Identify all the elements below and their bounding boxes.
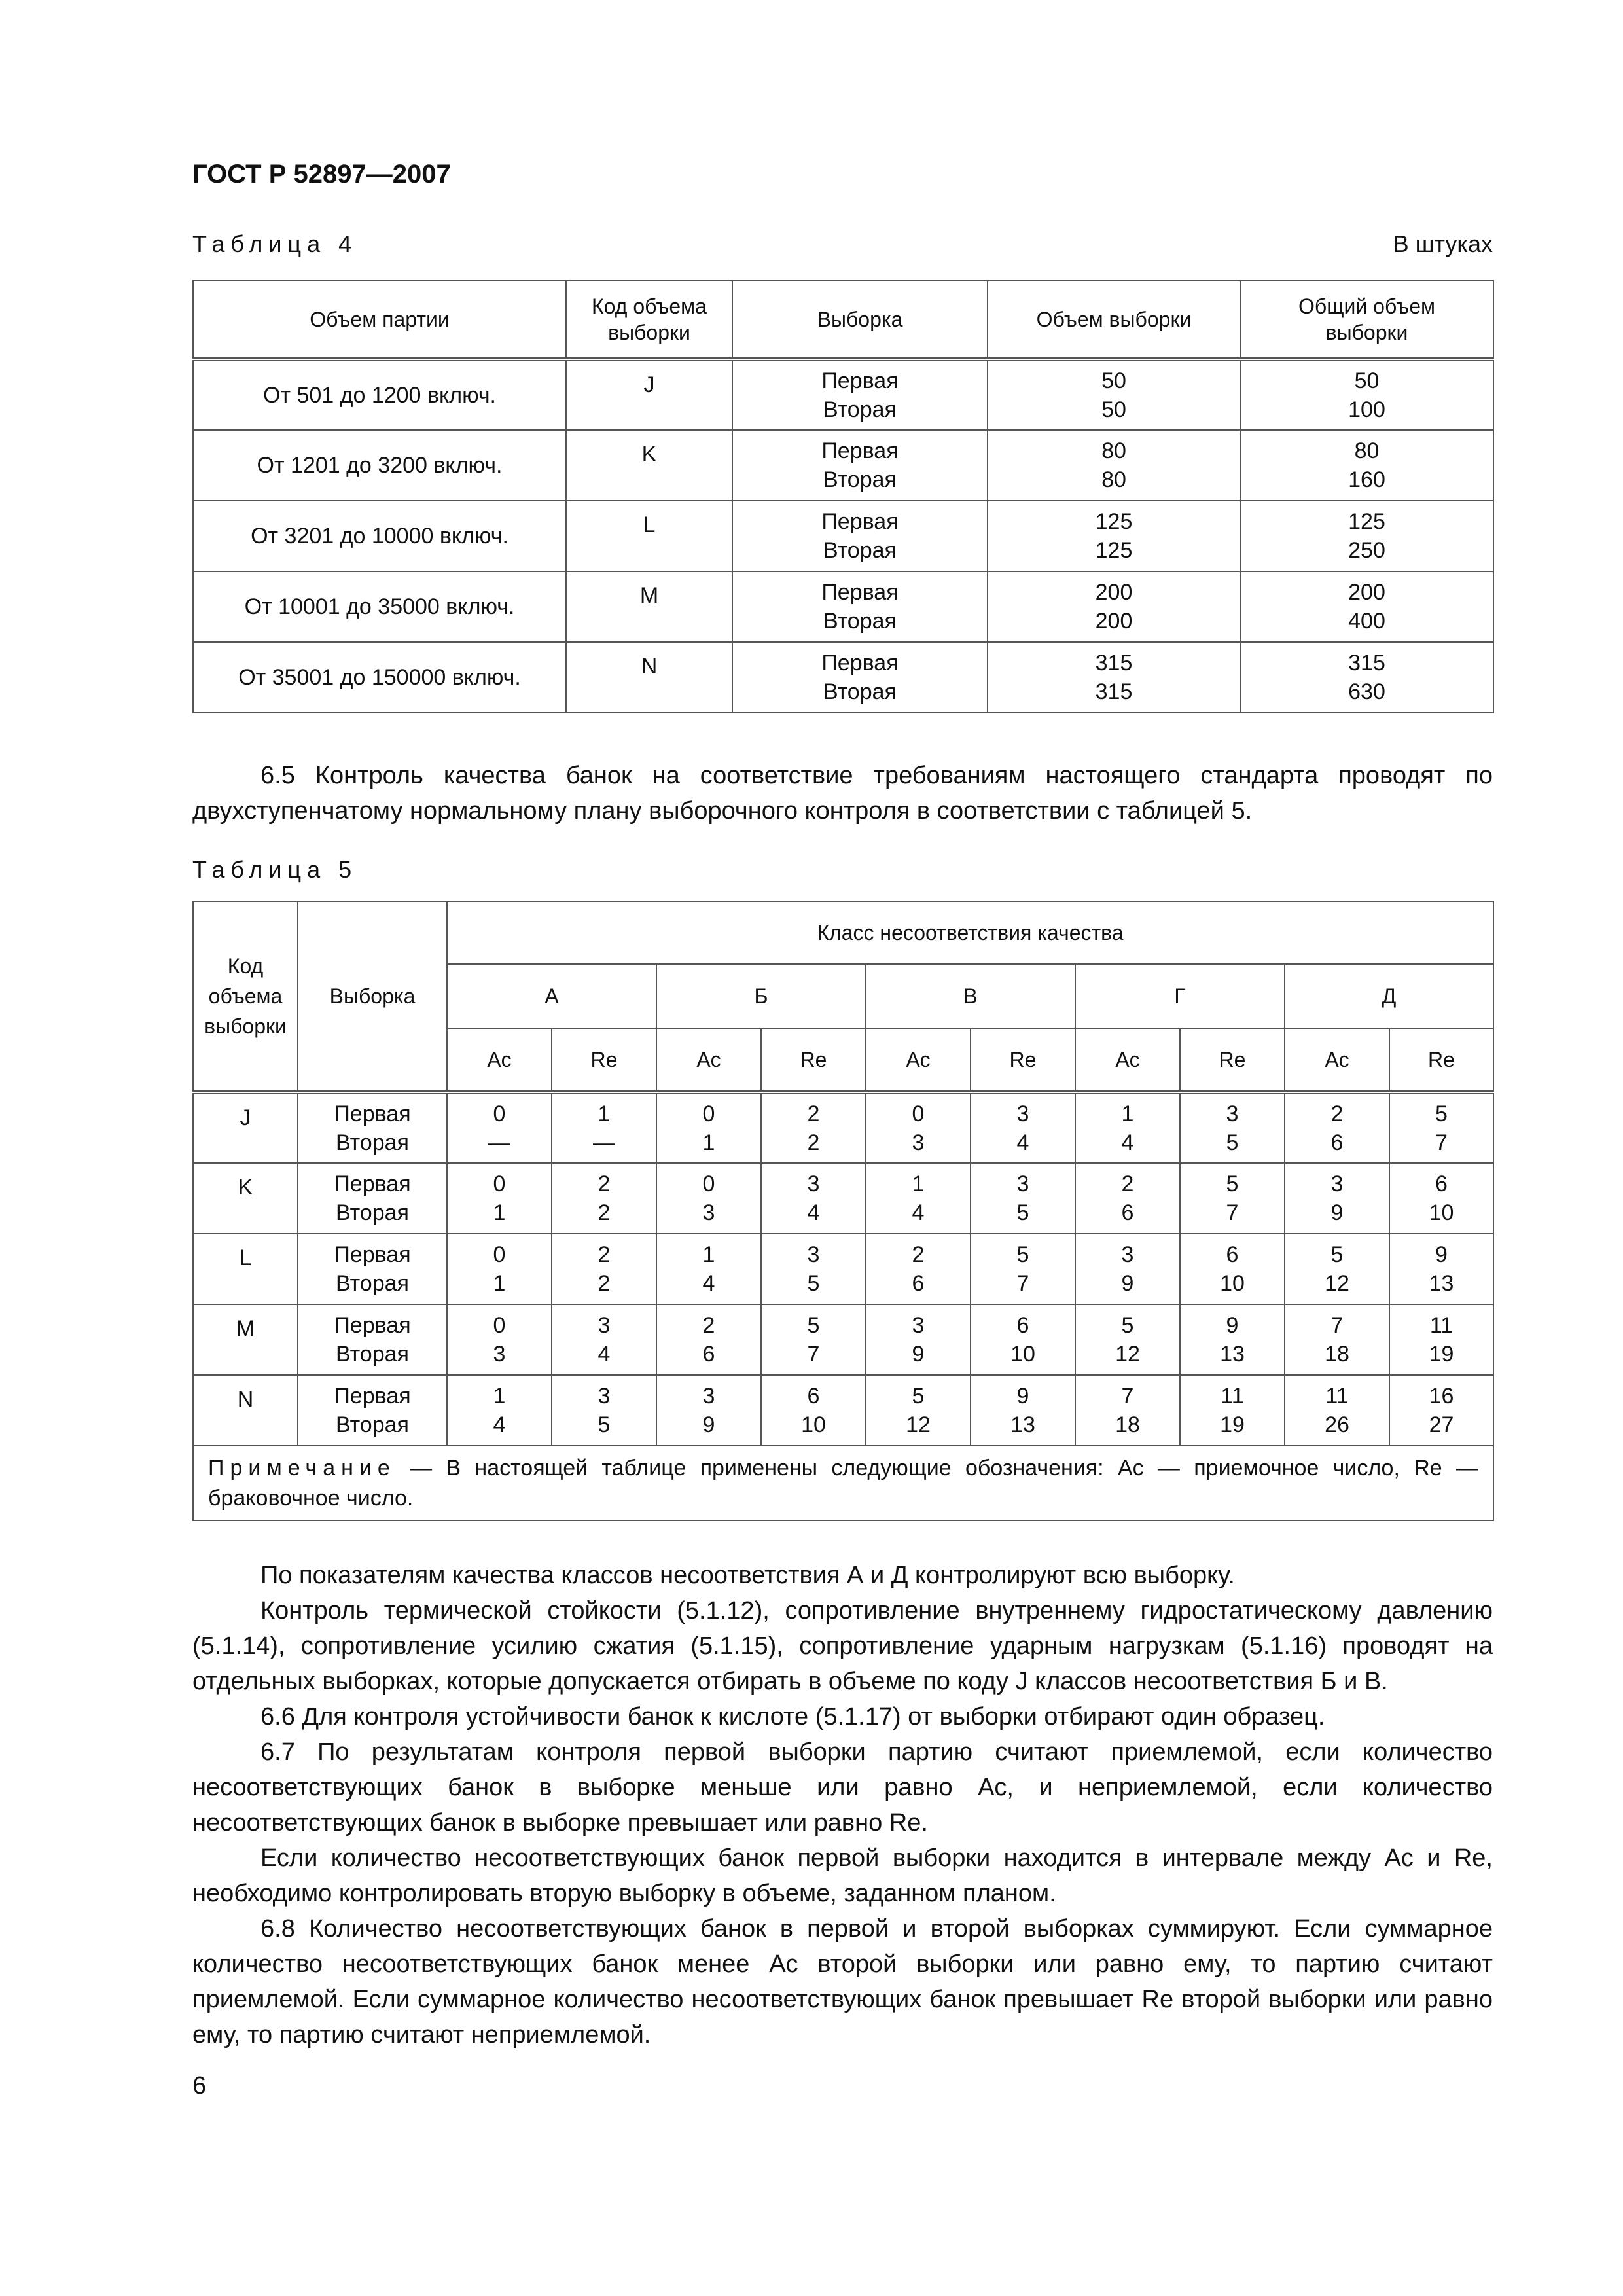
table4-size-value: 125: [1095, 538, 1133, 563]
table5-value: 26: [1325, 1412, 1349, 1437]
table5-value: 12: [1325, 1271, 1349, 1296]
table5-value-cell: [1075, 1375, 1180, 1446]
table5-value: 5: [1016, 1200, 1029, 1225]
table5-value: 6: [912, 1271, 925, 1296]
table5-value: 4: [702, 1271, 715, 1296]
table5-value: 2: [807, 1130, 820, 1155]
table5-value-cell: [1389, 1092, 1493, 1163]
table4-row: [193, 359, 1493, 430]
table5-value: 10: [1220, 1271, 1245, 1296]
table5-class: Б: [656, 964, 866, 1028]
table5-value-cell: [971, 1163, 1075, 1234]
note-text: — В настоящей таблице применены следующие обозначения: Ас — приемочное число, Re — браковочное число.: [208, 1456, 1478, 1511]
paragraph-text: 6.6 Для контроля устойчивости банок к кислоте (5.1.17) от выборки отбирают один образец.: [260, 1703, 1325, 1731]
table5-value: 6: [1226, 1242, 1239, 1267]
table4-samples-value: Вторая: [823, 679, 897, 704]
table5-re-header: Re: [552, 1028, 656, 1092]
table5-value: 12: [1115, 1342, 1140, 1367]
table5-value-cell: [866, 1092, 971, 1163]
table5-value-cell: [1285, 1304, 1389, 1375]
table5-value-cell: [656, 1234, 761, 1304]
table5-value: 13: [1429, 1271, 1454, 1296]
paragraph-text: Если количество несоответствующих банок первой выборки находится в интервале между Ас и Re, необходимо контролировать вторую выборку в объеме, заданном планом.: [192, 1844, 1493, 1907]
table5-class: Д: [1285, 964, 1493, 1028]
table5-re-header: Re: [971, 1028, 1075, 1092]
table5-value-cell: [1180, 1304, 1285, 1375]
table4-total: [1240, 501, 1493, 571]
table5-value: —: [488, 1130, 510, 1155]
table5-value-cell: [656, 1163, 761, 1234]
paragraph-text: Контроль термической стойкости (5.1.12), сопротивление внутреннему гидростатическому давлению (5.1.14), сопротивление усилию сжатия (5.1.15), сопротивление ударным нагрузкам (5.1.16) проводят на отдельных выборках, которые допускается отбирать в объеме по коду J классов несоответствия Б и В.: [192, 1597, 1493, 1695]
table4-samples: [732, 430, 988, 501]
paragraph-text: 6.8 Количество несоответствующих банок в первой и второй выборках суммируют. Если суммарное количество несоответствующих банок менее Ас второй выборки или равно ему, то партию считают приемлемой. Если суммарное количество несоответствующих банок превышает Re второй выборки или равно ему, то партию считают неприемлемой.: [192, 1915, 1493, 2049]
table4-total-value: 50: [1354, 368, 1380, 393]
table5-value-cell: [971, 1234, 1075, 1304]
table5-value: 5: [1226, 1172, 1239, 1196]
table5-value-cell: [447, 1234, 552, 1304]
table5-value: 4: [597, 1342, 611, 1367]
table4-samples: [732, 571, 988, 642]
table5-sample-label: Вторая: [336, 1271, 409, 1296]
table5-col-sample: Выборка: [298, 901, 447, 1092]
table4-total-value: 630: [1348, 679, 1385, 704]
table4-lot: От 35001 до 150000 включ.: [193, 642, 566, 713]
table4-col-header: Объем выборки: [988, 281, 1240, 359]
table5-value: 13: [1220, 1342, 1245, 1367]
table5-value: 3: [912, 1313, 925, 1338]
table5-ac-header: Ас: [447, 1028, 552, 1092]
table4-total-value: 250: [1348, 538, 1385, 563]
table5-re-header: Re: [761, 1028, 866, 1092]
table5-value: 5: [1330, 1242, 1344, 1267]
paragraph-6-5: [192, 758, 1493, 829]
table5-value-cell: [1389, 1163, 1493, 1234]
table4-lot: От 501 до 1200 включ.: [193, 359, 566, 430]
table4-code: K: [566, 430, 732, 501]
table5-value: 5: [1121, 1313, 1134, 1338]
table5-row: [193, 1163, 1493, 1234]
table4-samples-value: Первая: [821, 368, 899, 393]
table5-value: 10: [1429, 1200, 1454, 1225]
table5-col-code: Код объема выборки: [193, 901, 298, 1092]
table5-value: 1: [702, 1130, 715, 1155]
table5-value: 7: [807, 1342, 820, 1367]
table5-row: [193, 1092, 1493, 1163]
table5-value: 9: [1016, 1384, 1029, 1408]
table5-value-cell: [656, 1092, 761, 1163]
table5-value-cell: [761, 1234, 866, 1304]
table5-value: 12: [906, 1412, 931, 1437]
table5-row: [193, 1304, 1493, 1375]
table5-value-cell: [1180, 1092, 1285, 1163]
table5-value: 1: [597, 1102, 611, 1126]
table5-samples: [298, 1092, 447, 1163]
table5-value-cell: [866, 1304, 971, 1375]
table4-size-value: 80: [1101, 439, 1126, 463]
table5-value: 5: [807, 1271, 820, 1296]
table5-value: 0: [912, 1102, 925, 1126]
table5-value: 0: [702, 1172, 715, 1196]
table5-value: 1: [702, 1242, 715, 1267]
table4-size-value: 315: [1095, 679, 1133, 704]
table4-samples: [732, 501, 988, 571]
table-4: [192, 280, 1494, 713]
table5-value: 18: [1325, 1342, 1349, 1367]
table5-value: 1: [493, 1384, 506, 1408]
table5-value-cell: [866, 1234, 971, 1304]
table5-code: L: [193, 1234, 298, 1304]
table5-value: 0: [493, 1102, 506, 1126]
table5-value: 5: [1435, 1102, 1448, 1126]
table5-value-cell: [1389, 1234, 1493, 1304]
table5-value: 11: [1325, 1384, 1349, 1408]
table4-size: [988, 430, 1240, 501]
table4-samples-value: Первая: [821, 580, 899, 605]
table4-code: L: [566, 501, 732, 571]
table4-code: J: [566, 359, 732, 430]
table4-caption: Таблица 4: [192, 230, 358, 257]
table5-sample-label: Первая: [334, 1384, 411, 1408]
table5-value: 7: [1121, 1384, 1134, 1408]
table5-sample-label: Вторая: [336, 1412, 409, 1437]
table5-value: 9: [1330, 1200, 1344, 1225]
table4-lot: От 10001 до 35000 включ.: [193, 571, 566, 642]
table5-sample-label: Вторая: [336, 1200, 409, 1225]
table5-value: 5: [597, 1412, 611, 1437]
table5-value-cell: [1285, 1234, 1389, 1304]
table5-value-cell: [447, 1092, 552, 1163]
table5-value: 16: [1429, 1384, 1454, 1408]
table4-size: [988, 501, 1240, 571]
table4-samples-value: Первая: [821, 509, 899, 534]
table5-value-cell: [761, 1092, 866, 1163]
table5-value-cell: [656, 1375, 761, 1446]
table5-value-cell: [866, 1375, 971, 1446]
table5-value-cell: [552, 1163, 656, 1234]
document-header: ГОСТ Р 52897—2007: [192, 160, 451, 188]
table5-ac-header: Ас: [1075, 1028, 1180, 1092]
table5-row: [193, 1234, 1493, 1304]
table4-col-header: Код объема выборки: [566, 281, 732, 359]
table5-value: 1: [493, 1200, 506, 1225]
table4-total-value: 400: [1348, 609, 1385, 634]
table5-value-cell: [656, 1304, 761, 1375]
table5-value-cell: [1285, 1092, 1389, 1163]
table4-samples-value: Первая: [821, 651, 899, 675]
table5-value: 3: [807, 1172, 820, 1196]
table5-value-cell: [447, 1163, 552, 1234]
table5-value-cell: [866, 1163, 971, 1234]
table5-value: 3: [702, 1200, 715, 1225]
table4-total-value: 315: [1348, 651, 1385, 675]
table5-value: 10: [801, 1412, 826, 1437]
table5-value: 1: [493, 1271, 506, 1296]
table4-samples-value: Вторая: [823, 397, 897, 422]
table5-value-cell: [1075, 1092, 1180, 1163]
table4-size: [988, 359, 1240, 430]
table5-value: 6: [1121, 1200, 1134, 1225]
table4-col-header: Общий объем выборки: [1240, 281, 1493, 359]
table4-lot: От 1201 до 3200 включ.: [193, 430, 566, 501]
table4-col-header: Выборка: [732, 281, 988, 359]
table4-col-header: Объем партии: [193, 281, 566, 359]
table5-value-cell: [1389, 1304, 1493, 1375]
table5-value: 0: [493, 1313, 506, 1338]
table5-sample-label: Первая: [334, 1313, 411, 1338]
table5-value-cell: [1180, 1163, 1285, 1234]
table5-value: 5: [912, 1384, 925, 1408]
table5-value: 0: [493, 1172, 506, 1196]
table5-code: M: [193, 1304, 298, 1375]
table5-value-cell: [971, 1375, 1075, 1446]
table5-value: 7: [1435, 1130, 1448, 1155]
table4-total-value: 200: [1348, 580, 1385, 605]
table5-value: 2: [597, 1242, 611, 1267]
table5-samples: [298, 1163, 447, 1234]
table4-code: N: [566, 642, 732, 713]
table5-value: 3: [597, 1313, 611, 1338]
table5-value: —: [593, 1130, 615, 1155]
table5-value: 6: [1435, 1172, 1448, 1196]
table5-value: 9: [1435, 1242, 1448, 1267]
table5-value: 9: [702, 1412, 715, 1437]
table5-value: 19: [1429, 1342, 1454, 1367]
table5-value-cell: [1180, 1234, 1285, 1304]
table5-class-header: Класс несоответствия качества: [447, 901, 1493, 964]
table5-value: 6: [1330, 1130, 1344, 1155]
table5-value: 3: [597, 1384, 611, 1408]
table5-value: 6: [1016, 1313, 1029, 1338]
table4-unit: В штуках: [1393, 230, 1493, 257]
table5-value: 9: [1226, 1313, 1239, 1338]
table5-value: 4: [1016, 1130, 1029, 1155]
table5-value: 9: [912, 1342, 925, 1367]
table5-header-row: [193, 901, 1493, 964]
table5-value-cell: [971, 1092, 1075, 1163]
table5-sample-label: Первая: [334, 1242, 411, 1267]
table5-samples: [298, 1234, 447, 1304]
table5-value: 11: [1429, 1313, 1454, 1338]
table5-samples: [298, 1375, 447, 1446]
body-paragraphs: [192, 1558, 1493, 2053]
table4-size-value: 50: [1101, 368, 1126, 393]
table5-value: 4: [912, 1200, 925, 1225]
table4-samples-value: Первая: [821, 439, 899, 463]
table5-note-row: [193, 1446, 1493, 1520]
table5-value: 13: [1010, 1412, 1035, 1437]
table5-ac-header: Ас: [866, 1028, 971, 1092]
table5-class: Г: [1075, 964, 1285, 1028]
table5-value-cell: [1285, 1163, 1389, 1234]
table5-value: 3: [1330, 1172, 1344, 1196]
table5-ac-header: Ас: [656, 1028, 761, 1092]
table5-value: 4: [1121, 1130, 1134, 1155]
table5-caption: Таблица 5: [192, 856, 358, 883]
table5-value-cell: [552, 1234, 656, 1304]
table5-value: 3: [1226, 1102, 1239, 1126]
table4-row: [193, 501, 1493, 571]
table4-samples-value: Вторая: [823, 467, 897, 492]
table5-value: 9: [1121, 1271, 1134, 1296]
table5-value-cell: [1180, 1375, 1285, 1446]
table5-value: 10: [1010, 1342, 1035, 1367]
table5-value: 1: [912, 1172, 925, 1196]
note-label: Примечание: [208, 1456, 396, 1480]
table5-value: 5: [807, 1313, 820, 1338]
table5-value: 2: [597, 1271, 611, 1296]
table4-total: [1240, 642, 1493, 713]
table5-sample-label: Первая: [334, 1172, 411, 1196]
table5-value: 1: [1121, 1102, 1134, 1126]
table5-value: 19: [1220, 1412, 1245, 1437]
table4-samples-value: Вторая: [823, 538, 897, 563]
table5-class: В: [866, 964, 1075, 1028]
table5-sample-label: Вторая: [336, 1130, 409, 1155]
table5-class: А: [447, 964, 656, 1028]
table4-size-value: 125: [1095, 509, 1133, 534]
paragraph-text: 6.7 По результатам контроля первой выборки партию считают приемлемой, если количество несоответствующих банок в выборке меньше или равно Ас, и неприемлемой, если количество несоответствующих банок в выборке превышает или равно Re.: [192, 1738, 1493, 1837]
table5-value: 2: [807, 1102, 820, 1126]
table5-value: 2: [702, 1313, 715, 1338]
table5-value: 3: [1016, 1102, 1029, 1126]
table4-row: [193, 430, 1493, 501]
table5-value: 5: [1016, 1242, 1029, 1267]
table5-value: 6: [702, 1342, 715, 1367]
table5-value-cell: [552, 1375, 656, 1446]
table5-value: 18: [1115, 1412, 1140, 1437]
table4-samples: [732, 359, 988, 430]
table5-value-cell: [1075, 1304, 1180, 1375]
table5-value-cell: [1285, 1375, 1389, 1446]
paragraph-text: По показателям качества классов несоответствия А и Д контролируют всю выборку.: [260, 1562, 1235, 1589]
table5-value-cell: [552, 1092, 656, 1163]
table4-size-value: 200: [1095, 609, 1133, 634]
table-5: [192, 901, 1494, 1521]
table5-value: 3: [807, 1242, 820, 1267]
table4-total-value: 100: [1348, 397, 1385, 422]
table5-value: 5: [1226, 1130, 1239, 1155]
table5-value: 3: [493, 1342, 506, 1367]
paragraph-text: 6.5 Контроль качества банок на соответствие требованиям настоящего стандарта проводят по двухступенчатому нормальному плану выборочного контроля в соответствии с таблицей 5.: [192, 762, 1493, 825]
table5-value-cell: [761, 1375, 866, 1446]
table5-value-cell: [1075, 1234, 1180, 1304]
table5-code: K: [193, 1163, 298, 1234]
table5-value: 7: [1330, 1313, 1344, 1338]
table5-value: 4: [493, 1412, 506, 1437]
table5-value: 3: [1121, 1242, 1134, 1267]
table4-header-row: [193, 281, 1493, 359]
page-number: 6: [192, 2072, 207, 2100]
table5-value: 6: [807, 1384, 820, 1408]
table5-value: 0: [702, 1102, 715, 1126]
table4-row: [193, 642, 1493, 713]
table4-row: [193, 571, 1493, 642]
table4-total-value: 125: [1348, 509, 1385, 534]
table5-samples: [298, 1304, 447, 1375]
table5-value-cell: [447, 1304, 552, 1375]
table4-size-value: 50: [1101, 397, 1126, 422]
table5-re-header: Re: [1389, 1028, 1493, 1092]
table4-total: [1240, 359, 1493, 430]
table5-value: 7: [1226, 1200, 1239, 1225]
table4-total-value: 160: [1348, 467, 1385, 492]
table5-sample-label: Вторая: [336, 1342, 409, 1367]
table5-value-cell: [971, 1304, 1075, 1375]
table4-samples-value: Вторая: [823, 609, 897, 634]
table5-row: [193, 1375, 1493, 1446]
table5-value-cell: [1389, 1375, 1493, 1446]
table4-size-value: 200: [1095, 580, 1133, 605]
table5-value: 2: [912, 1242, 925, 1267]
table5-value-cell: [447, 1375, 552, 1446]
table5-value-cell: [761, 1304, 866, 1375]
table4-code: M: [566, 571, 732, 642]
table4-caption-row: [192, 230, 1493, 258]
table5-value: 3: [702, 1384, 715, 1408]
table5-re-header: Re: [1180, 1028, 1285, 1092]
table4-total-value: 80: [1354, 439, 1380, 463]
table5-value: 3: [912, 1130, 925, 1155]
table5-value: 2: [597, 1172, 611, 1196]
table5-value: 2: [1330, 1102, 1344, 1126]
table4-total: [1240, 430, 1493, 501]
table4-lot: От 3201 до 10000 включ.: [193, 501, 566, 571]
table5-value: 0: [493, 1242, 506, 1267]
table5-value: 11: [1221, 1384, 1244, 1408]
table5-note: [193, 1446, 1493, 1520]
table5-value-cell: [552, 1304, 656, 1375]
table5-value: 3: [1016, 1172, 1029, 1196]
table4-samples: [732, 642, 988, 713]
table5-value: 2: [597, 1200, 611, 1225]
table5-value: 27: [1429, 1412, 1454, 1437]
table4-size: [988, 642, 1240, 713]
table5-value: 4: [807, 1200, 820, 1225]
table4-size: [988, 571, 1240, 642]
table5-value-cell: [1075, 1163, 1180, 1234]
table4-size-value: 315: [1095, 651, 1133, 675]
table5-ac-header: Ас: [1285, 1028, 1389, 1092]
table4-size-value: 80: [1101, 467, 1126, 492]
table5-value-cell: [761, 1163, 866, 1234]
table5-sample-label: Первая: [334, 1102, 411, 1126]
table4-total: [1240, 571, 1493, 642]
table5-code: N: [193, 1375, 298, 1446]
table5-code: J: [193, 1092, 298, 1163]
table5-value: 2: [1121, 1172, 1134, 1196]
table5-caption-row: [192, 856, 1493, 884]
table5-value: 7: [1016, 1271, 1029, 1296]
